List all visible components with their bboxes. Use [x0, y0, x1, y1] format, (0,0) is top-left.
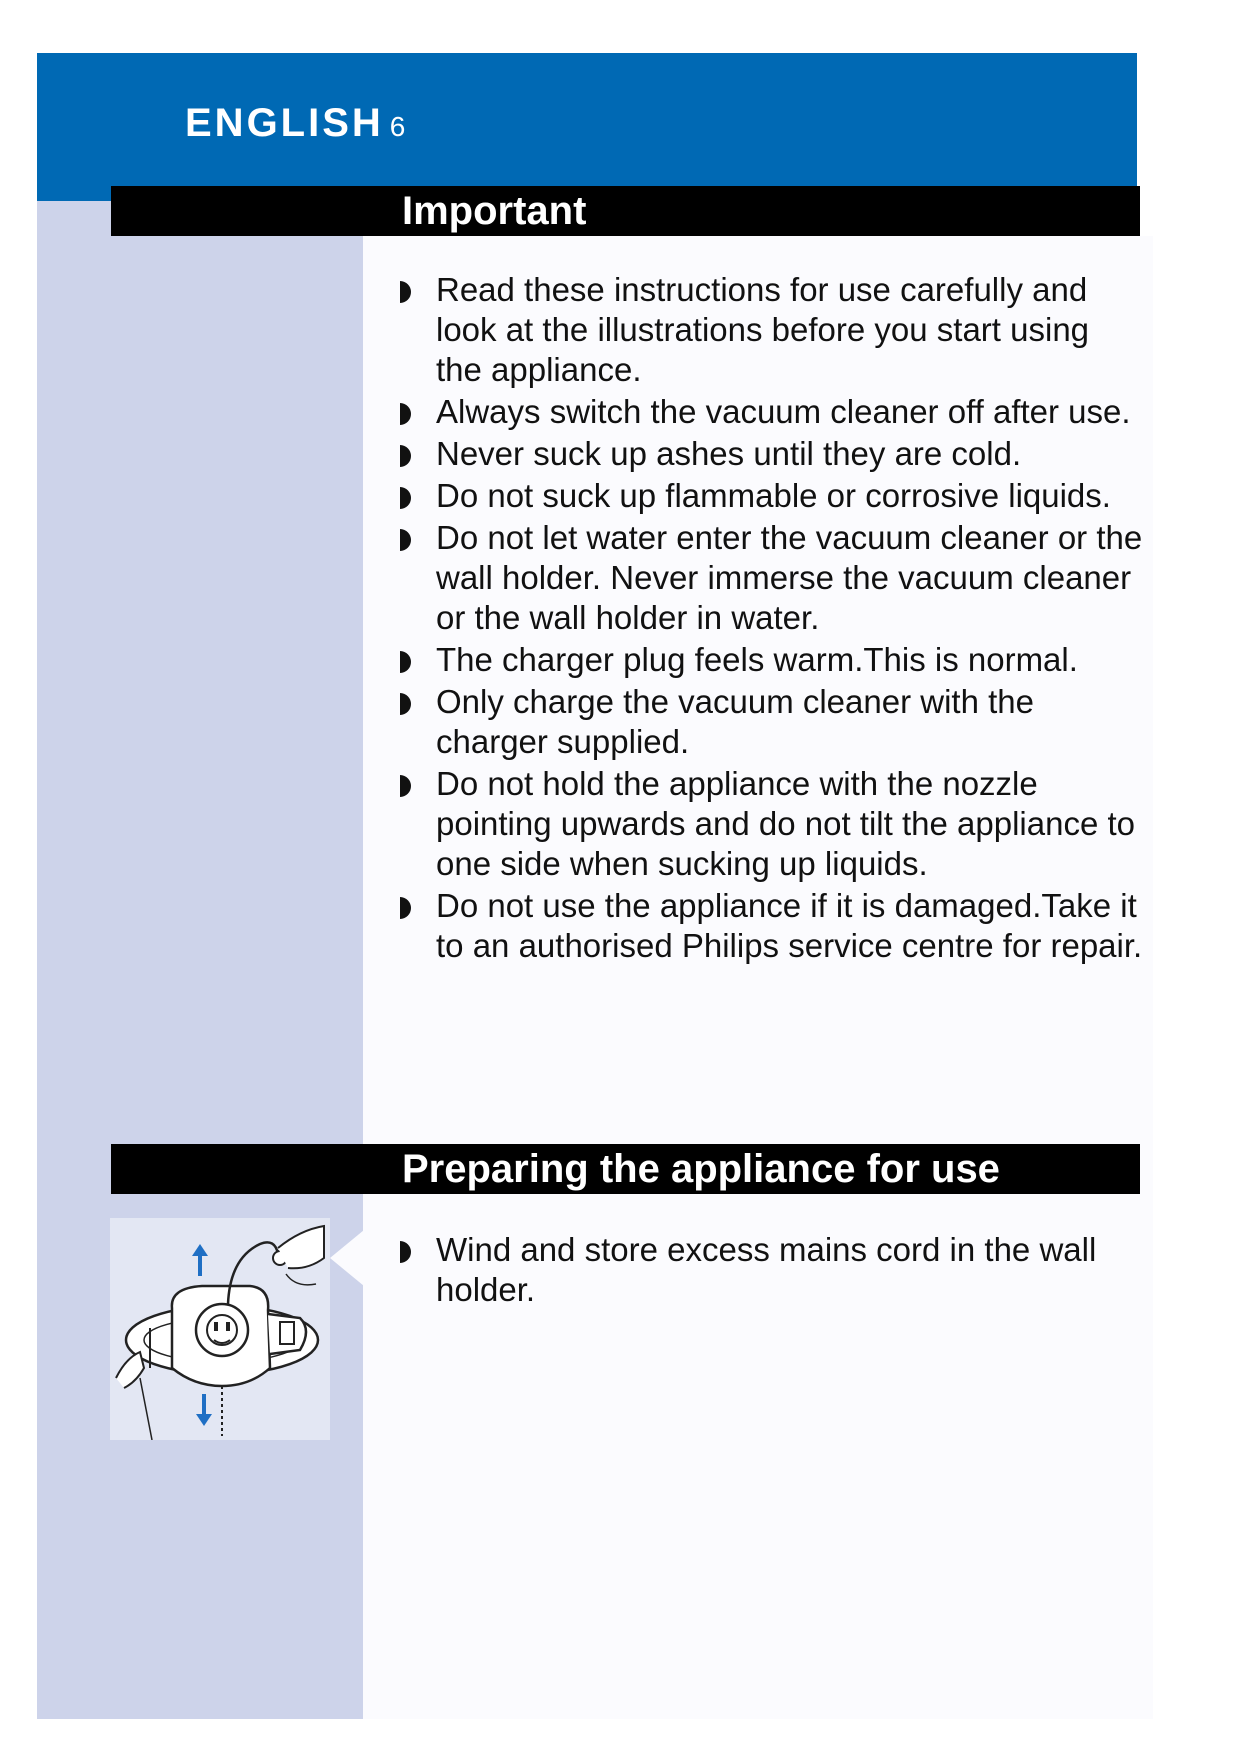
- list-item: [398, 640, 1143, 680]
- half-circle-bullet-icon: [400, 775, 411, 797]
- half-circle-bullet-icon: [400, 529, 411, 551]
- list-item-text: Wind and store excess mains cord in the wall holder.: [436, 1231, 1097, 1308]
- language-label: [185, 100, 405, 150]
- list-item: [398, 886, 1143, 966]
- half-circle-bullet-icon: [400, 403, 411, 425]
- list-item: [398, 518, 1143, 638]
- half-circle-bullet-icon: [400, 445, 411, 467]
- list-item: [398, 1230, 1143, 1310]
- half-circle-bullet-icon: [400, 281, 411, 303]
- sidebar-strip: [37, 201, 363, 1719]
- list-item-text: Only charge the vacuum cleaner with the charger supplied.: [436, 683, 1034, 760]
- half-circle-bullet-icon: [400, 1241, 411, 1263]
- section-header-important: [111, 186, 1140, 236]
- half-circle-bullet-icon: [400, 897, 411, 919]
- list-item-text: Read these instructions for use carefully and look at the illustrations before you start using the appliance.: [436, 271, 1090, 388]
- section-title-preparing: Preparing the appliance for use: [402, 1147, 1000, 1191]
- wall-holder-drawing: [110, 1218, 330, 1440]
- list-item-text: Never suck up ashes until they are cold.: [436, 435, 1022, 472]
- list-item: [398, 476, 1143, 516]
- half-circle-bullet-icon: [400, 651, 411, 673]
- list-item-text: Always switch the vacuum cleaner off after use.: [436, 393, 1131, 430]
- section-title-important: Important: [402, 189, 587, 233]
- list-item-text: The charger plug feels warm.This is normal.: [436, 641, 1078, 678]
- list-item: [398, 682, 1143, 762]
- arrow-down-icon: [196, 1394, 212, 1426]
- list-item-text: Do not use the appliance if it is damaged.Take it to an authorised Philips service centre for repair.: [436, 887, 1143, 964]
- important-list: [398, 270, 1143, 968]
- list-item-text: Do not suck up flammable or corrosive liquids.: [436, 477, 1111, 514]
- list-item-text: Do not hold the appliance with the nozzle pointing upwards and do not tilt the appliance to one side when sucking up liquids.: [436, 765, 1135, 882]
- list-item-text: Do not let water enter the vacuum cleaner or the wall holder. Never immerse the vacuum cleaner or the wall holder in water.: [436, 519, 1143, 636]
- page-number: 6: [389, 111, 406, 142]
- list-item: [398, 434, 1143, 474]
- list-item: [398, 764, 1143, 884]
- list-item: [398, 392, 1143, 432]
- half-circle-bullet-icon: [400, 487, 411, 509]
- list-item: [398, 270, 1143, 390]
- section-header-preparing: [111, 1144, 1140, 1194]
- illustration-pointer: [330, 1230, 364, 1286]
- half-circle-bullet-icon: [400, 693, 411, 715]
- arrow-up-icon: [192, 1244, 208, 1276]
- wall-holder-cord-illustration: [110, 1218, 330, 1440]
- preparing-list: [398, 1230, 1143, 1312]
- language-name: ENGLISH: [185, 101, 384, 145]
